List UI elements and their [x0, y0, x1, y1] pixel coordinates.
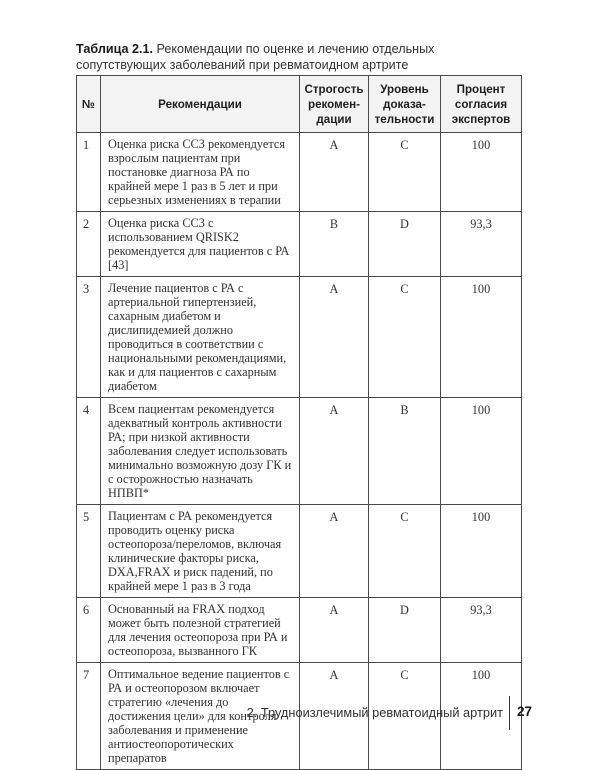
row-evidence: C: [369, 133, 441, 212]
table-header-row: [77, 76, 522, 133]
row-evidence: C: [369, 277, 441, 398]
header-evidence: Уровень доказа-тельности: [369, 76, 441, 133]
header-strictness: Строгость рекомен-дации: [300, 76, 369, 133]
row-evidence: C: [369, 505, 441, 598]
row-num: 7: [77, 663, 101, 770]
table-row: [77, 133, 522, 212]
row-agreement: 100: [441, 663, 522, 770]
row-recommendation: Оценка риска ССЗ с использованием QRISK2 рекомендуется для пациентов с РА [43]: [101, 212, 300, 277]
row-strictness: A: [300, 398, 369, 505]
header-recommendation: Рекомендации: [101, 76, 300, 133]
table-row: [77, 598, 522, 663]
row-strictness: A: [300, 505, 369, 598]
table-row: [77, 505, 522, 598]
row-agreement: 93,3: [441, 598, 522, 663]
row-recommendation: Пациентам с РА рекомендуется проводить оценку риска остеопороза/переломов, включая клинические факторы риска, DXA,FRAX и риск падений, по крайней мере 1 раз в 3 года: [101, 505, 300, 598]
recommendations-table: [76, 75, 522, 770]
row-recommendation: Оптимальное ведение пациентов с РА и остеопорозом включает стратегию «лечения до достижения цели» для контроля заболевания и применение антиостеопоротических препаратов: [101, 663, 300, 770]
table-row: [77, 398, 522, 505]
row-strictness: A: [300, 133, 369, 212]
page-number: 27: [517, 704, 533, 719]
page-footer: [0, 702, 600, 724]
row-evidence: C: [369, 663, 441, 770]
footer-divider: [509, 696, 510, 730]
row-strictness: A: [300, 277, 369, 398]
table-row: [77, 277, 522, 398]
row-evidence: D: [369, 212, 441, 277]
row-strictness: B: [300, 212, 369, 277]
row-num: 4: [77, 398, 101, 505]
row-recommendation: Лечение пациентов с РА с артериальной гипертензией, сахарным диабетом и дислипидемией должно проводиться в соответствии с национальными рекомендациями, как и для пациентов с сахарным диабетом: [101, 277, 300, 398]
row-num: 3: [77, 277, 101, 398]
row-num: 5: [77, 505, 101, 598]
row-agreement: 100: [441, 277, 522, 398]
row-strictness: A: [300, 663, 369, 770]
row-agreement: 100: [441, 505, 522, 598]
row-num: 2: [77, 212, 101, 277]
row-evidence: D: [369, 598, 441, 663]
row-strictness: A: [300, 598, 369, 663]
row-num: 6: [77, 598, 101, 663]
footer-chapter-title: 2. Трудноизлечимый ревматоидный артрит: [246, 705, 503, 720]
row-recommendation: Всем пациентам рекомендуется адекватный контроль активности РА; при низкой активности заболевания следует использовать минимально возможную дозу ГК и с осторожностью назначать НПВП*: [101, 398, 300, 505]
table-caption-label: Таблица 2.1.: [76, 42, 153, 56]
row-agreement: 100: [441, 133, 522, 212]
header-agreement: Процент согласия экспертов: [441, 76, 522, 133]
table-caption-text: Рекомендации по оценке и лечению отдельных сопутствующих заболеваний при ревматоидном артрите: [76, 42, 435, 72]
row-recommendation: Основанный на FRAX подход может быть полезной стратегией для лечения остеопороза при РА и остеопороза, вызванного ГК: [101, 598, 300, 663]
row-evidence: B: [369, 398, 441, 505]
row-agreement: 100: [441, 398, 522, 505]
row-agreement: 93,3: [441, 212, 522, 277]
table-caption: [76, 41, 516, 73]
table-row: [77, 212, 522, 277]
row-num: 1: [77, 133, 101, 212]
row-recommendation: Оценка риска ССЗ рекомендуется взрослым пациентам при постановке диагноза РА по крайней мере 1 раз в 5 лет и при серьезных изменениях в терапии: [101, 133, 300, 212]
header-num: №: [77, 76, 101, 133]
